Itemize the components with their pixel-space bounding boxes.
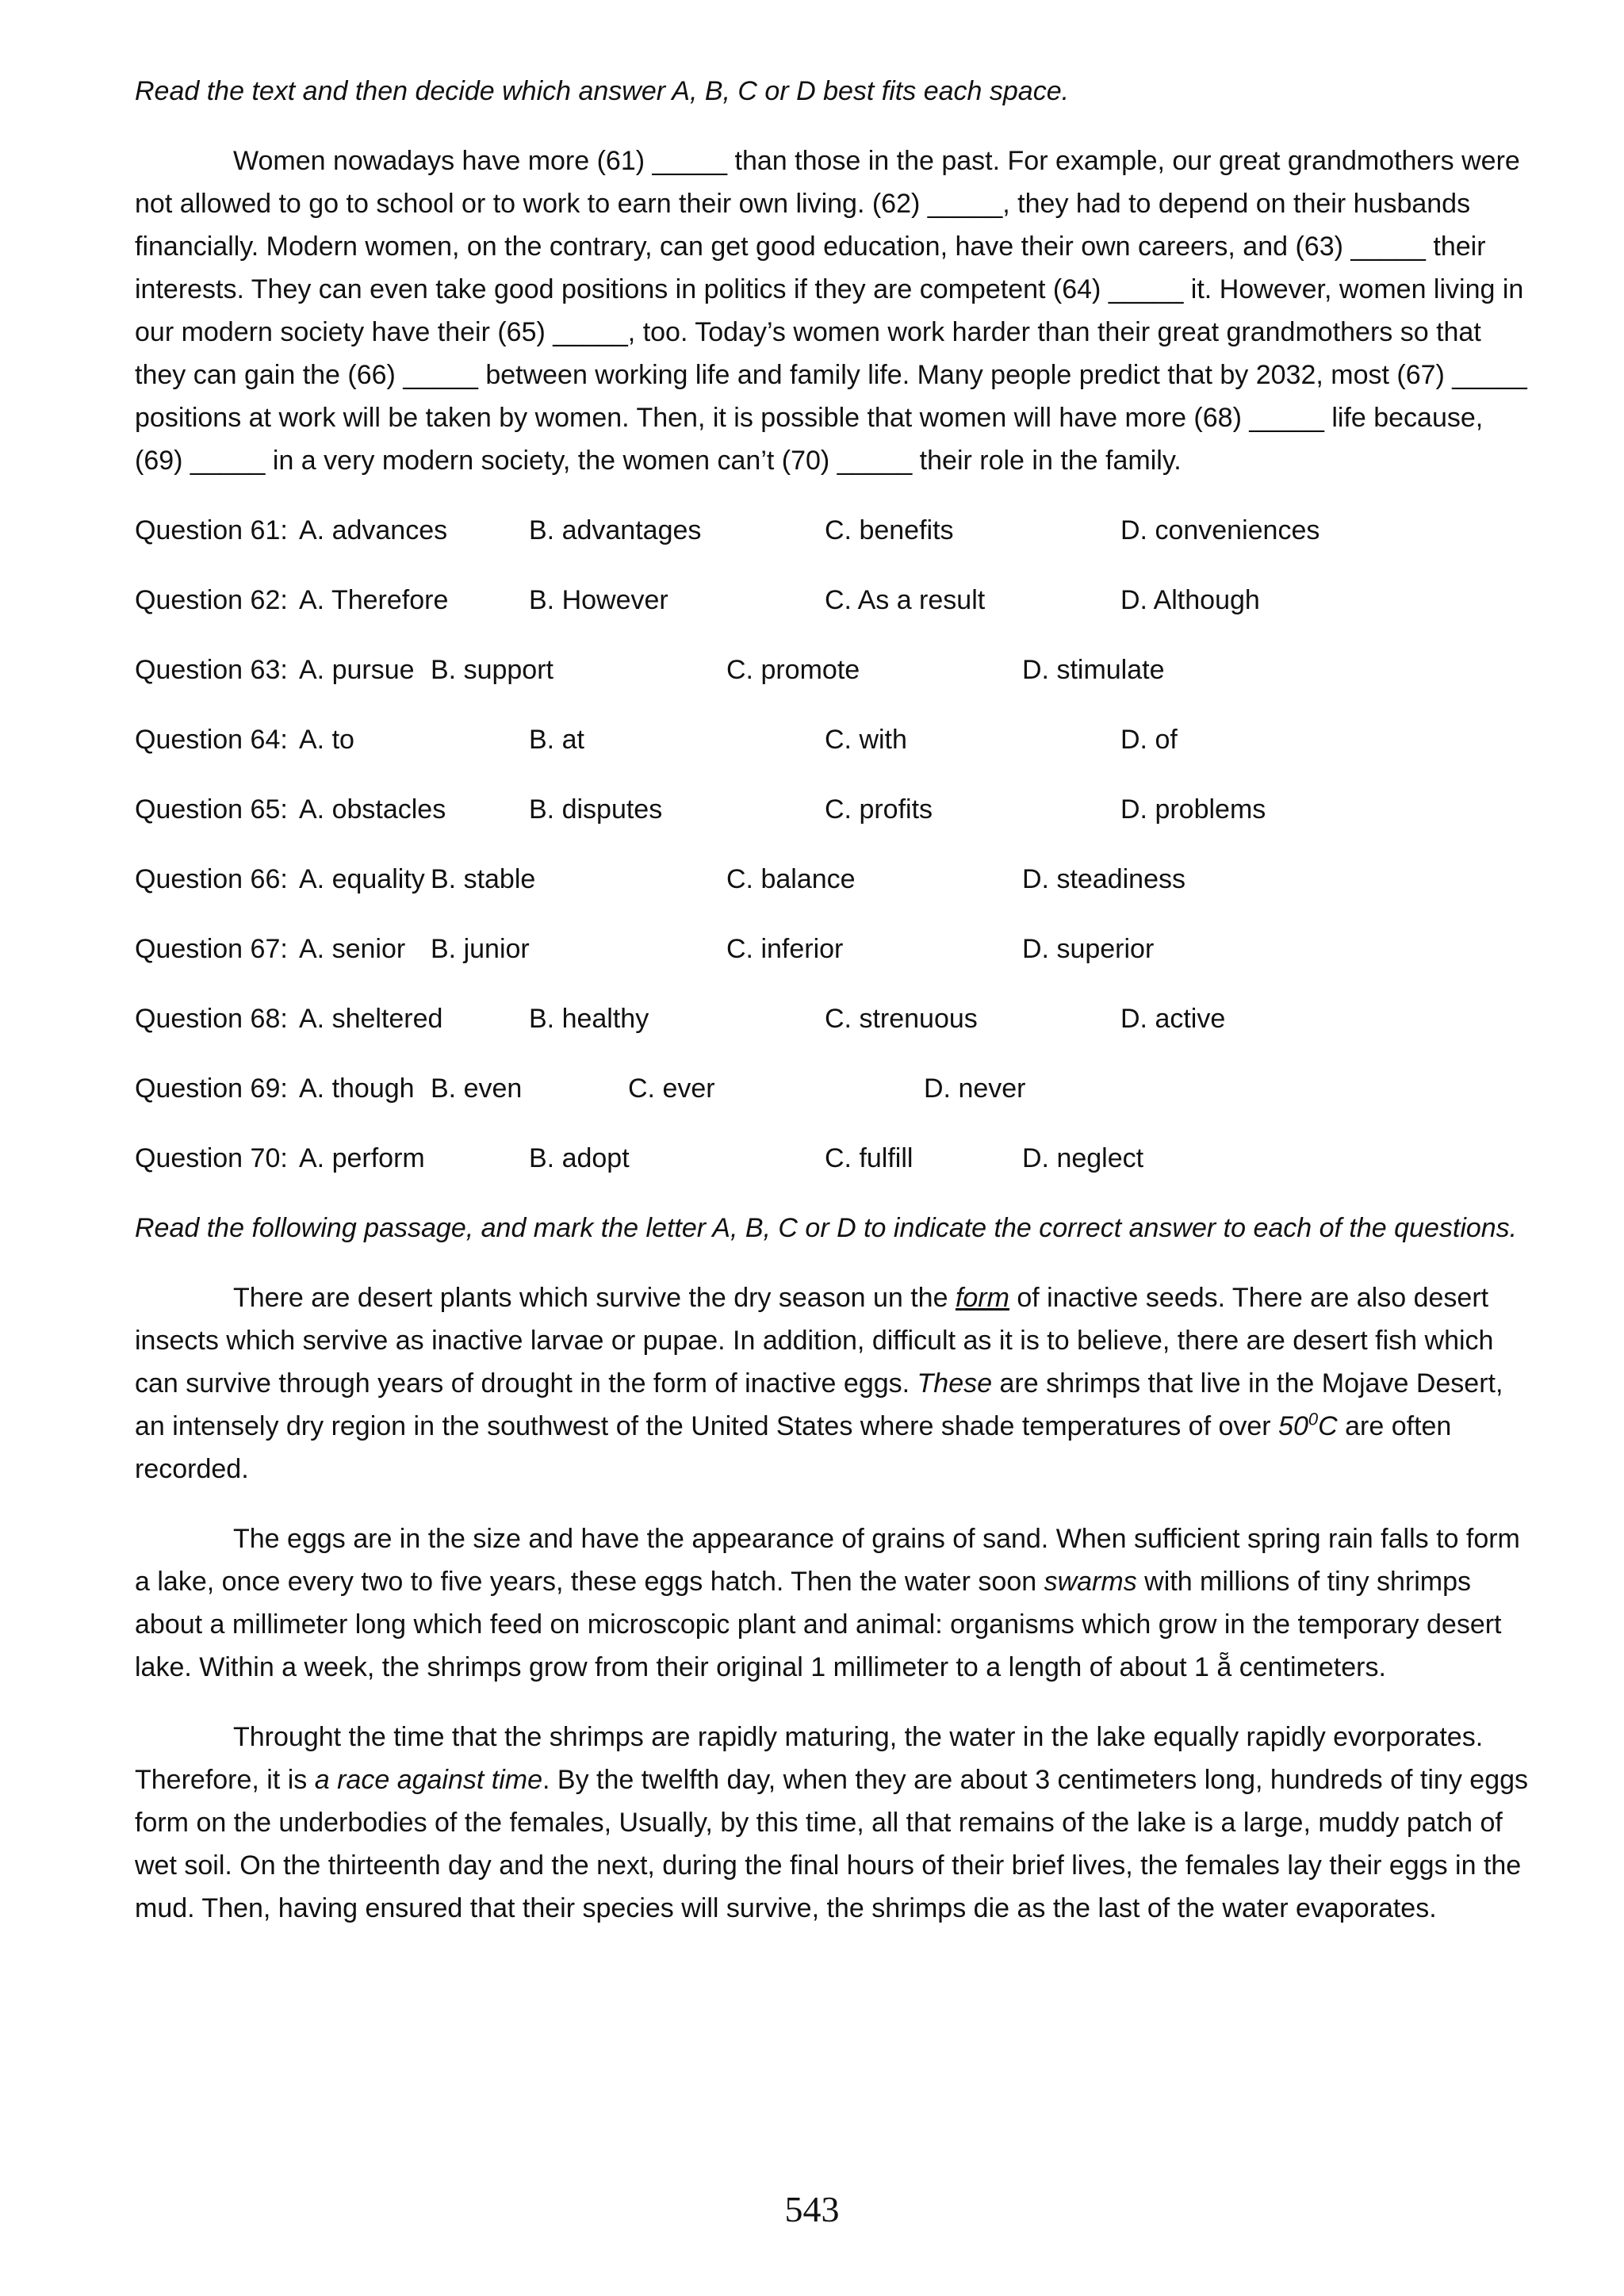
option-d: D. neglect (1022, 1143, 1144, 1173)
option-b: B. support (431, 655, 553, 685)
option-c: C. benefits (825, 515, 954, 545)
option-d: D. Although (1120, 585, 1260, 615)
option-c: C. balance (726, 864, 856, 894)
paragraph-text: The eggs are in the size and have the appearance of grains of sand. When sufficient spring rain falls to form a lake, once every two to five years, these eggs hatch. Then the water soon (135, 1524, 1520, 1597)
underlined-word-form: form (955, 1283, 1009, 1313)
temperature-unit: C (1318, 1411, 1338, 1441)
option-b: B. stable (431, 864, 536, 894)
paragraph-text: are shrimps that live in the Mojave Desert, an intensely dry region in the southwest of the United States where shade temperatures of over (135, 1368, 1503, 1441)
option-b: B. even (431, 1073, 523, 1104)
option-c: C. strenuous (825, 1004, 978, 1034)
paragraph-text: Throught the time that the shrimps are rapidly maturing, the water in the lake equally rapidly evorporates. Therefore, it is (135, 1722, 1484, 1795)
section1-instruction: Read the text and then decide which answer A, B, C or D best fits each space. (135, 76, 1070, 106)
option-b: B. adopt (529, 1143, 630, 1173)
option-c: C. profits (825, 794, 933, 825)
question-70 (135, 1137, 1538, 1180)
option-a: A. equality (299, 864, 425, 894)
question-label: Question 63: (135, 655, 288, 685)
option-d: D. stimulate (1022, 655, 1165, 685)
question-67 (135, 928, 1538, 970)
option-d: D. problems (1120, 794, 1266, 825)
option-c: C. ever (628, 1073, 715, 1104)
option-d: D. active (1120, 1004, 1226, 1034)
reading-paragraph-1 (135, 1276, 1538, 1490)
question-label: Question 62: (135, 585, 288, 615)
option-c: C. promote (726, 655, 860, 685)
option-a: A. Therefore (299, 585, 449, 615)
option-c: C. with (825, 725, 907, 755)
option-c: C. inferior (726, 934, 844, 964)
question-label: Question 64: (135, 725, 288, 755)
question-61 (135, 509, 1538, 552)
option-b: B. However (529, 585, 668, 615)
paragraph-text: There are desert plants which survive the dry season un the (233, 1283, 956, 1313)
italic-word-swarms: swarms (1044, 1567, 1137, 1597)
option-a: A. obstacles (299, 794, 446, 825)
question-69 (135, 1067, 1538, 1110)
option-d: D. steadiness (1022, 864, 1185, 894)
option-a: A. senior (299, 934, 406, 964)
option-d: D. never (924, 1073, 1026, 1104)
question-65 (135, 788, 1538, 831)
question-63 (135, 649, 1538, 691)
option-d: D. of (1120, 725, 1178, 755)
reading-paragraph-2 (135, 1517, 1538, 1689)
temperature-number: 50 (1278, 1411, 1308, 1441)
question-label: Question 66: (135, 864, 288, 894)
question-label: Question 61: (135, 515, 288, 545)
option-a: A. though (299, 1073, 415, 1104)
italic-word-these: These (917, 1368, 993, 1399)
document-page (135, 70, 1538, 1957)
question-label: Question 70: (135, 1143, 288, 1173)
cloze-passage: Women nowadays have more (61) _____ than those in the past. For example, our great grandmothers were not allowed to go to school or to work to earn their own living. (62) _____, they had to depend on their husbands financially. Modern women, on the contrary, can get good education, have their own careers, and (63) _____ their interests. They can even take good positions in politics if they are competent (64) _____ it. However, women living in our modern society have their (65) _____, too. Today’s women work harder than their great grandmothers so that they can gain the (66) _____ between working life and family life. Many people predict that by 2032, most (67) _____ positions at work will be taken by women. Then, it is possible that women will have more (68) _____ life because, (69) _____ in a very modern society, the women can’t (70) _____ their role in the family. (135, 146, 1527, 476)
question-label: Question 68: (135, 1004, 288, 1034)
option-b: B. disputes (529, 794, 663, 825)
option-a: A. sheltered (299, 1004, 443, 1034)
option-d: D. conveniences (1120, 515, 1320, 545)
option-c: C. fulfill (825, 1143, 914, 1173)
question-66 (135, 858, 1538, 901)
question-label: Question 69: (135, 1073, 288, 1104)
option-b: B. healthy (529, 1004, 649, 1034)
option-b: B. at (529, 725, 584, 755)
reading-paragraph-3 (135, 1716, 1538, 1930)
option-a: A. advances (299, 515, 448, 545)
option-c: C. As a result (825, 585, 986, 615)
temperature-value (1278, 1411, 1338, 1441)
option-d: D. superior (1022, 934, 1155, 964)
question-label: Question 65: (135, 794, 288, 825)
degree-superscript: 0 (1308, 1409, 1319, 1429)
question-label: Question 67: (135, 934, 288, 964)
page-number: 543 (784, 2189, 840, 2229)
paragraph-text: . By the twelfth day, when they are about 3 centimeters long, hundreds of tiny eggs form on the underbodies of the females, Usually, by this time, all that remains of the lake is a large, muddy patch of wet soil. On the thirteenth day and the next, during the final hours of their brief lives, the females lay their eggs in the mud. Then, having ensured that their species will survive, the shrimps die as the last of the water evaporates. (135, 1765, 1529, 1923)
section2-instruction: Read the following passage, and mark the letter A, B, C or D to indicate the correct answer to each of the questions. (135, 1213, 1518, 1243)
paragraph-text: of inactive seeds. There are also desert insects which servive as inactive larvae or pupae. In addition, difficult as it is to believe, there are desert fish which can survive through years of drought in the form of inactive eggs. (135, 1283, 1494, 1399)
option-a: A. pursue (299, 655, 415, 685)
question-64 (135, 718, 1538, 761)
question-62 (135, 579, 1538, 622)
question-68 (135, 997, 1538, 1040)
italic-phrase-race-against-time: a race against time (314, 1765, 543, 1795)
paragraph-text: with millions of tiny shrimps about a millimeter long which feed on microscopic plant and animal: organisms which grow in the temporary desert lake. Within a week, the shrimps grow from their original 1 millimeter to a length of about 1 ẵ centimeters. (135, 1567, 1502, 1682)
option-a: A. to (299, 725, 354, 755)
option-a: A. perform (299, 1143, 425, 1173)
option-b: B. advantages (529, 515, 702, 545)
option-b: B. junior (431, 934, 530, 964)
paragraph-text: are often recorded. (135, 1411, 1452, 1484)
question-list (135, 509, 1538, 1180)
